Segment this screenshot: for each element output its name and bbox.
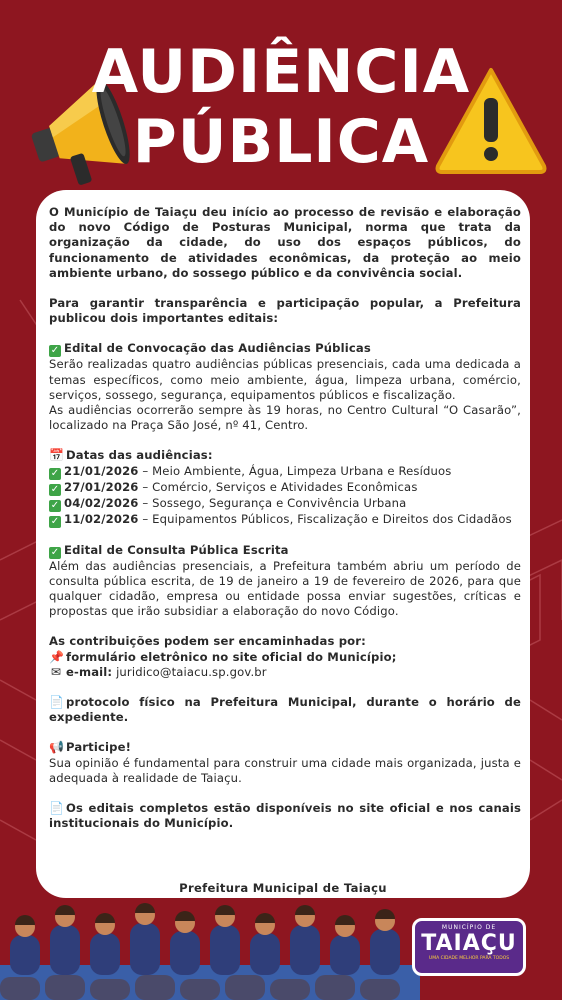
closing-section <box>49 801 521 831</box>
check-mark-icon: ✓ <box>50 483 60 495</box>
pushpin-icon: 📌 <box>49 649 65 664</box>
date-item: ✓ 04/02/2026 – Sossego, Segurança e Convivência Urbana <box>50 495 407 511</box>
audience-crowd-illustration <box>0 895 420 1000</box>
dates-title: Datas das audiências: <box>66 448 213 463</box>
protocol-channel: protocolo físico na Prefeitura Municipal, durante o horário de expediente. <box>49 695 521 725</box>
protocol-section <box>49 695 521 725</box>
edital-1-section <box>49 341 521 433</box>
check-mark-icon: ✓ <box>50 345 60 357</box>
closing-text: Os editais completos estão disponíveis no site oficial e nos canais institucionais do Município. <box>49 801 521 831</box>
calendar-icon: 📅 <box>49 448 65 463</box>
participate-title: Participe! <box>66 740 132 755</box>
form-channel: formulário eletrônico no site oficial do Município; <box>66 649 397 664</box>
envelope-icon: ✉ <box>50 664 62 679</box>
date-item: ✓ 27/01/2026 – Comércio, Serviços e Atividades Econômicas <box>50 479 418 495</box>
transparency-paragraph: Para garantir transparência e participação popular, a Prefeitura publicou dois importantes editais: <box>49 296 521 326</box>
announcement-body <box>49 205 521 846</box>
loudspeaker-icon: 📢 <box>49 740 65 755</box>
edital-1-body: Serão realizadas quatro audiências públicas presenciais, cada uma dedicada a temas específicos, como meio ambiente, água, limpeza urbana, comércio, serviços, sossego, segurança, equipamentos públicos e fiscalização. <box>49 357 521 402</box>
participate-body: Sua opinião é fundamental para construir uma cidade mais organizada, justa e adequada à realidade de Taiaçu. <box>49 755 521 785</box>
participate-section <box>49 740 521 786</box>
document-icon: 📄 <box>49 801 65 816</box>
check-mark-icon: ✓ <box>50 546 60 558</box>
dates-section <box>49 448 521 527</box>
date-item: ✓ 21/01/2026 – Meio Ambiente, Água, Limpeza Urbana e Resíduos <box>50 463 452 479</box>
date-item: ✓ 11/02/2026 – Equipamentos Públicos, Fiscalização e Direitos dos Cidadãos <box>50 511 512 527</box>
footer-signature: Prefeitura Municipal de Taiaçu <box>179 881 387 895</box>
intro-paragraph: O Município de Taiaçu deu início ao processo de revisão e elaboração do novo Código de Posturas Municipal, norma que trata da organização da cidade, do uso dos espaços públicos, do funcionamento de atividades econômicas, da proteção ao meio ambiente urbano, do sossego público e da convivência social. <box>49 205 521 280</box>
check-mark-icon: ✓ <box>50 515 60 527</box>
edital-2-section <box>49 543 521 620</box>
edital-2-title: Edital de Consulta Pública Escrita <box>64 542 289 557</box>
edital-1-location: As audiências ocorrerão sempre às 19 horas, no Centro Cultural “O Casarão”, localizado na Praça São José, nº 41, Centro. <box>49 403 521 433</box>
title-line-2: PÚBLICA <box>132 107 430 177</box>
contributions-title: As contribuições podem ser encaminhadas por: <box>49 634 366 649</box>
check-mark-icon: ✓ <box>50 499 60 511</box>
edital-1-title: Edital de Convocação das Audiências Públicas <box>64 341 371 356</box>
logo-top-text: MUNICÍPIO DE <box>441 924 497 931</box>
title-line-1: AUDIÊNCIA <box>91 37 471 107</box>
email-link[interactable]: juridico@taiacu.sp.gov.br <box>116 664 267 679</box>
check-mark-icon: ✓ <box>50 467 60 479</box>
contributions-section: As contribuições podem ser encaminhadas por: 📌 formulário eletrônico no site oficial do Município; ✉ e-mail: juridico@taiacu.sp.gov.br <box>49 634 521 680</box>
edital-2-body: Além das audiências presenciais, a Prefeitura também abriu um período de consulta pública escrita, de 19 de janeiro a 19 de fevereiro de 2026, para que qualquer cidadão, empresa ou entidade possa enviar sugestões, críticas e propostas que irão subsidiar a elaboração do novo Código. <box>49 558 521 619</box>
document-icon: 📄 <box>49 695 65 710</box>
taiacu-logo <box>412 918 526 976</box>
logo-name: TAIAÇU <box>421 931 517 956</box>
logo-tagline: UMA CIDADE MELHOR PARA TODOS <box>428 956 510 961</box>
